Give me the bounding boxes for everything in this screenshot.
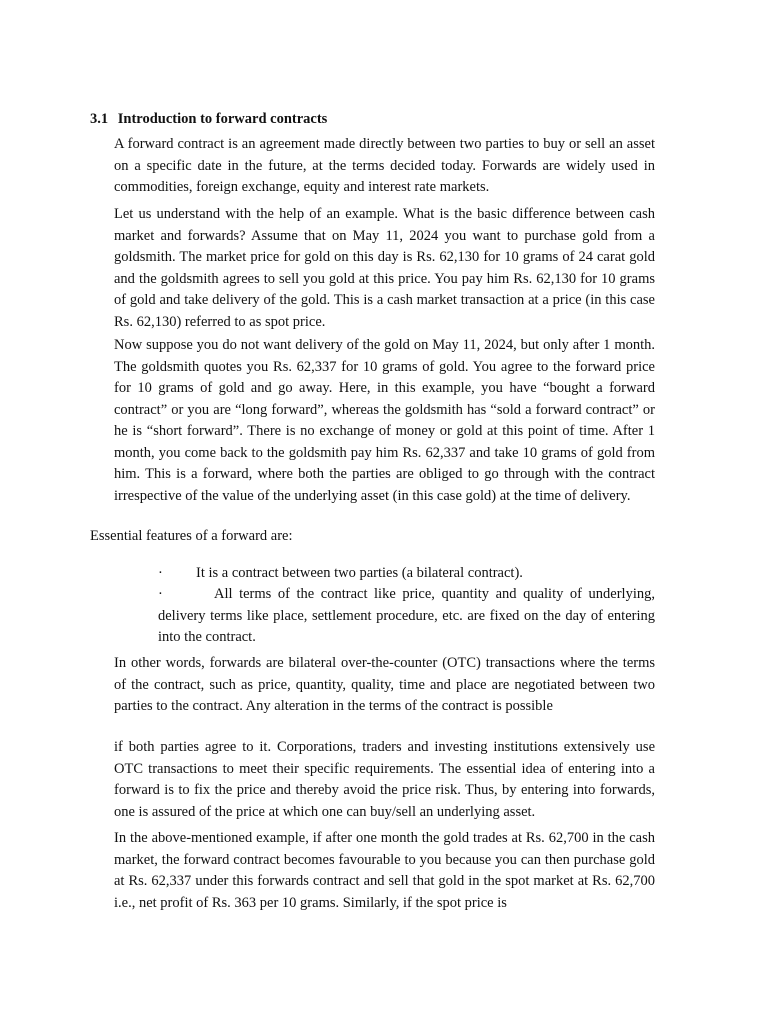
bullet-marker: · (158, 586, 163, 602)
section-heading (90, 110, 327, 128)
features-intro: Essential features of a forward are: (90, 528, 293, 544)
paragraph-forward-example: Now suppose you do not want delivery of the gold on May 11, 2024, but only after 1 month. The goldsmith quotes you Rs. 62,337 for 10 grams of gold. You agree to the forward price for 10 grams of gold and go away. Here, in this example, you have “bought a forward contract” or you are “long forward”, whereas the goldsmith has “sold a forward contract” or he is “short forward”. There is no exchange of money or gold at this point of time. After 1 month, you come back to the goldsmith pay him Rs. 62,337 and take 10 grams of gold from him. This is a forward, where both the parties are obliged to go through with the contract irrespective of the value of the underlying asset (in this case gold) at the time of delivery. (114, 337, 655, 504)
bullet-item (158, 563, 655, 585)
paragraph-profit-example: In the above-mentioned example, if after one month the gold trades at Rs. 62,700 in the cash market, the forward contract becomes favourable to you because you can then purchase gold at Rs. 62,337 under this forwards contract and sell that gold in the spot market at Rs. 62,700 i.e., net profit of Rs. 363 per 10 grams. Similarly, if the spot price is (114, 830, 655, 911)
paragraph-definition: A forward contract is an agreement made directly between two parties to buy or sell an asset on a specific date in the future, at the terms decided today. Forwards are widely used in commodities, foreign exchange, equity and interest rate markets. (114, 136, 655, 195)
paragraph-cash-market-example: Let us understand with the help of an example. What is the basic difference between cash market and forwards? Assume that on May 11, 2024 you want to purchase gold from a goldsmith. The market price for gold on this day is Rs. 62,130 for 10 grams of 24 carat gold and the goldsmith agrees to sell you gold at this price. You pay him Rs. 62,130 for 10 grams of gold and take delivery of the gold. This is a cash market transaction at a price (in this case Rs. 62,130) referred to as spot price. (114, 206, 655, 330)
bullet-item (158, 584, 655, 649)
section-number: 3.1 (90, 111, 109, 127)
paragraph-otc-part2: if both parties agree to it. Corporations, traders and investing institutions extensively use OTC transactions to meet their specific requirements. The essential idea of entering into a forward is to fix the price and thereby avoid the price risk. Thus, by entering into forwards, one is assured of the price at which one can buy/sell an underlying asset. (114, 739, 655, 820)
section-title: Introduction to forward contracts (117, 111, 328, 127)
bullet-text: All terms of the contract like price, quantity and quality of underlying, delivery terms like place, settlement procedure, etc. are fixed on the day of entering into the contract. (158, 586, 655, 645)
bullet-text: It is a contract between two parties (a bilateral contract). (196, 565, 523, 581)
paragraph-otc-part1: In other words, forwards are bilateral over-the-counter (OTC) transactions where the terms of the contract, such as price, quantity, quality, time and place are negotiated between two parties to the contract. Any alteration in the terms of the contract is possible (114, 655, 655, 714)
bullet-marker: · (158, 565, 163, 581)
